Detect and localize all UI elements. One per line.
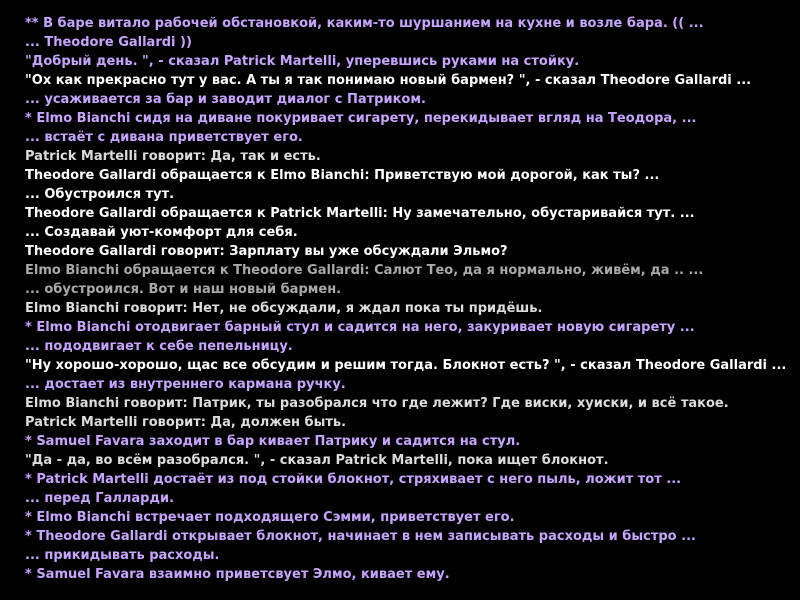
chat-line: Patrick Martelli говорит: Да, должен быть.: [25, 415, 347, 430]
chat-line: ... обустроился. Вот и наш новый бармен.: [25, 282, 342, 297]
chat-line: Elmo Bianchi обращается к Theodore Gallardi: Салют Тео, да я нормально, живём, да .. ...: [25, 263, 704, 278]
chat-line: "Ну хорошо-хорошо, щас все обсудим и решим тогда. Блокнот есть? ", - сказал Theodore Gallardi ...: [25, 358, 787, 373]
chat-line: ... достает из внутреннего кармана ручку.: [25, 377, 346, 392]
chat-line: Elmo Bianchi говорит: Нет, не обсуждали, я ждал пока ты придёшь.: [25, 301, 543, 316]
chat-line: Elmo Bianchi говорит: Патрик, ты разобрался что где лежит? Где виски, хуиски, и всё такое.: [25, 396, 729, 411]
chat-line: * Elmo Bianchi сидя на диване покуривает сигарету, перекидывает вгляд на Теодора, ...: [25, 111, 697, 126]
chat-line: ** В баре витало рабочей обстановкой, каким-то шуршанием на кухне и возле бара. (( ...: [25, 16, 704, 31]
chat-line: * Samuel Favara заходит в бар кивает Патрику и садится на стул.: [25, 434, 521, 449]
chat-line: ... перед Галларди.: [25, 491, 175, 506]
chat-line: ... Обустроился тут.: [25, 187, 175, 202]
chat-line: "Добрый день. ", - сказал Patrick Martelli, уперевшись руками на стойку.: [25, 54, 580, 69]
chat-line: ... Создавай уют-комфорт для себя.: [25, 225, 298, 240]
chat-line: * Elmo Bianchi отодвигает барный стул и садится на него, закуривает новую сигарету ...: [25, 320, 695, 335]
chat-line: Patrick Martelli говорит: Да, так и есть.: [25, 149, 321, 164]
chat-line: * Samuel Favara взаимно приветсвует Элмо, кивает ему.: [25, 567, 450, 582]
chat-line: ... Theodore Gallardi )): [25, 35, 192, 50]
chat-line: Theodore Gallardi обращается к Elmo Bianchi: Приветствую мой дорогой, как ты? ...: [25, 168, 660, 183]
chat-line: ... прикидывать расходы.: [25, 548, 220, 563]
chat-line: * Elmo Bianchi встречает подходящего Сэмми, приветствует его.: [25, 510, 515, 525]
chat-log: [25, 14, 795, 584]
chat-line: * Theodore Gallardi открывает блокнот, начинает в нем записывать расходы и быстро ...: [25, 529, 696, 544]
chat-line: Theodore Gallardi говорит: Зарплату вы уже обсуждали Эльмо?: [25, 244, 508, 259]
chat-line: Theodore Gallardi обращается к Patrick Martelli: Ну замечательно, обустаривайся тут. ...: [25, 206, 695, 221]
chat-line: ... встаёт с дивана приветствует его.: [25, 130, 303, 145]
chat-line: "Да - да, во всём разобрался. ", - сказал Patrick Martelli, пока ищет блокнот.: [25, 453, 609, 468]
chat-line: ... усаживается за бар и заводит диалог с Патриком.: [25, 92, 426, 107]
chat-line: * Patrick Martelli достаёт из под стойки блокнот, стряхивает с него пыль, ложит тот ...: [25, 472, 682, 487]
chat-line: "Ох как прекрасно тут у вас. А ты я так понимаю новый бармен? ", - сказал Theodore Gallardi ...: [25, 73, 752, 88]
chat-line: ... пододвигает к себе пепельницу.: [25, 339, 293, 354]
